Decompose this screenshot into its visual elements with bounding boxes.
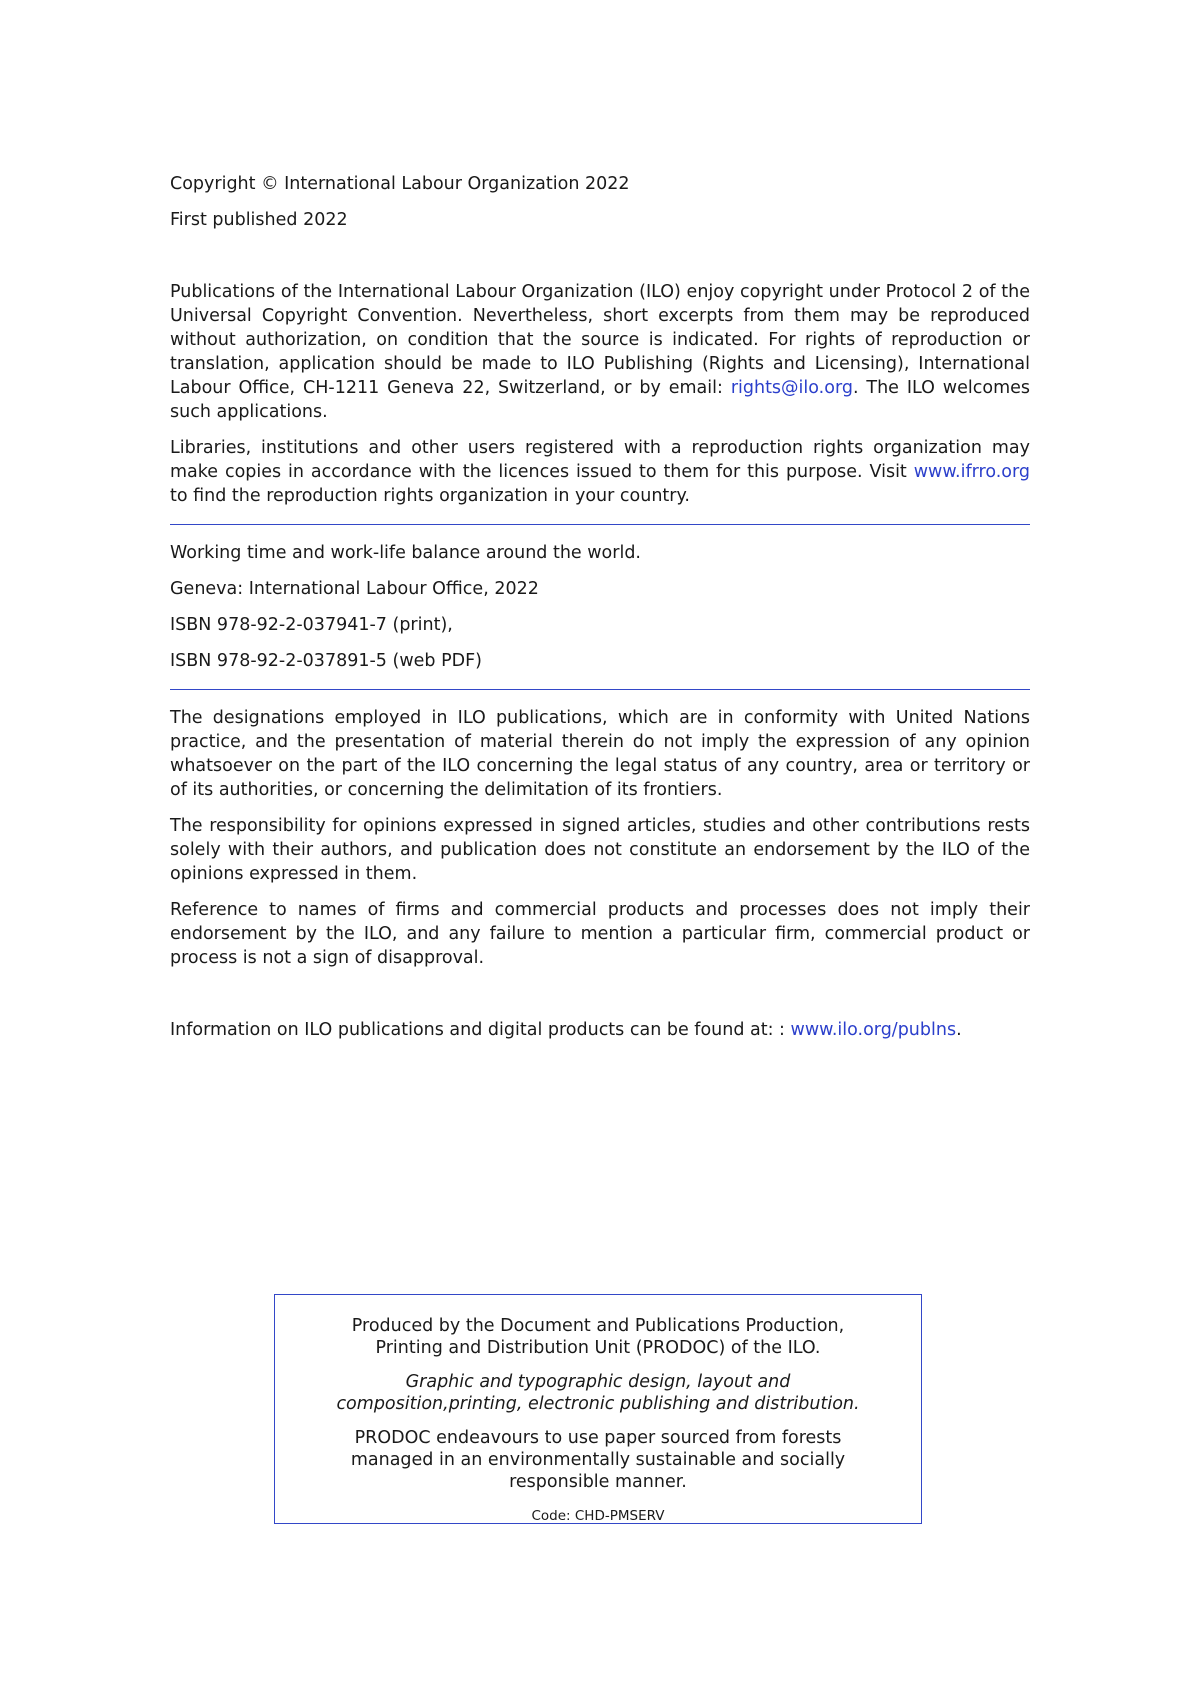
isbn-print: ISBN 978-92-2-037941-7 (print), [170, 615, 453, 635]
copyright-line: Copyright © International Labour Organization 2022 [170, 174, 630, 194]
libraries-paragraph [170, 436, 1030, 508]
divider-top [170, 524, 1030, 525]
spacer [170, 244, 1030, 280]
catalogue-title: Working time and work-life balance around the world. [170, 543, 641, 563]
ifrro-link[interactable]: www.ifrro.org [913, 462, 1030, 482]
divider-bottom [170, 689, 1030, 690]
info-text-before: Information on ILO publications and digital products can be found at: : [170, 1020, 791, 1040]
prodoc-box [274, 1294, 922, 1524]
rights-text-before: Publications of the International Labour Organization (ILO) enjoy copyright under Protocol 2 of the Universal Copyright Convention. Nevertheless, short excerpts from them may be reproduced without authorization, on condition that the source is indicated. For rights of reproduction or translation, application should be made to ILO Publishing (Rights and Licensing), International Labour Office, CH-1211 Geneva 22, Switzerland, or by email: [170, 282, 1030, 398]
rights-text-after: . The ILO welcomes such applications. [170, 378, 1031, 422]
rights-email-link[interactable]: rights@ilo.org [730, 378, 853, 398]
prodoc-services: Graphic and typographic design, layout and composition,printing, electronic publishing and distribution. [336, 1372, 860, 1414]
prodoc-code: Code: CHD-PMSERV [531, 1508, 665, 1524]
info-text-after: . [956, 1020, 962, 1040]
catalogue-publisher: Geneva: International Labour Office, 2022 [170, 579, 539, 599]
isbn-pdf: ISBN 978-92-2-037891-5 (web PDF) [170, 651, 482, 671]
info-paragraph [170, 1018, 1030, 1042]
ilo-publns-link[interactable]: www.ilo.org/publns [790, 1020, 957, 1040]
reference-paragraph: Reference to names of firms and commercial products and processes does not imply their endorsement by the ILO, and any failure to mention a particular firm, commercial product or process is not a sign of disapproval. [170, 900, 1030, 968]
designations-paragraph: The designations employed in ILO publications, which are in conformity with United Nations practice, and the presentation of material therein do not imply the expression of any opinion whatsoever on the part of the ILO concerning the legal status of any country, area or territory or of its authorities, or concerning the delimitation of its frontiers. [170, 708, 1030, 800]
libraries-text-before: Libraries, institutions and other users registered with a reproduction rights organization may make copies in accordance with the licences issued to them for this purpose. Visit [170, 438, 1030, 482]
spacer [170, 982, 1030, 1018]
libraries-text-after: to find the reproduction rights organization in your country. [170, 486, 690, 506]
rights-paragraph [170, 280, 1030, 424]
first-published: First published 2022 [170, 210, 348, 230]
responsibility-paragraph: The responsibility for opinions expressed in signed articles, studies and other contributions rests solely with their authors, and publication does not constitute an endorsement by the ILO of the opinions expressed in them. [170, 816, 1030, 884]
prodoc-paper: PRODOC endeavours to use paper sourced from forests managed in an environmentally sustainable and socially responsible manner. [350, 1428, 846, 1492]
page-content [170, 172, 1030, 1054]
prodoc-produced-by: Produced by the Document and Publications Production, Printing and Distribution Unit (PRODOC) of the ILO. [351, 1316, 845, 1358]
